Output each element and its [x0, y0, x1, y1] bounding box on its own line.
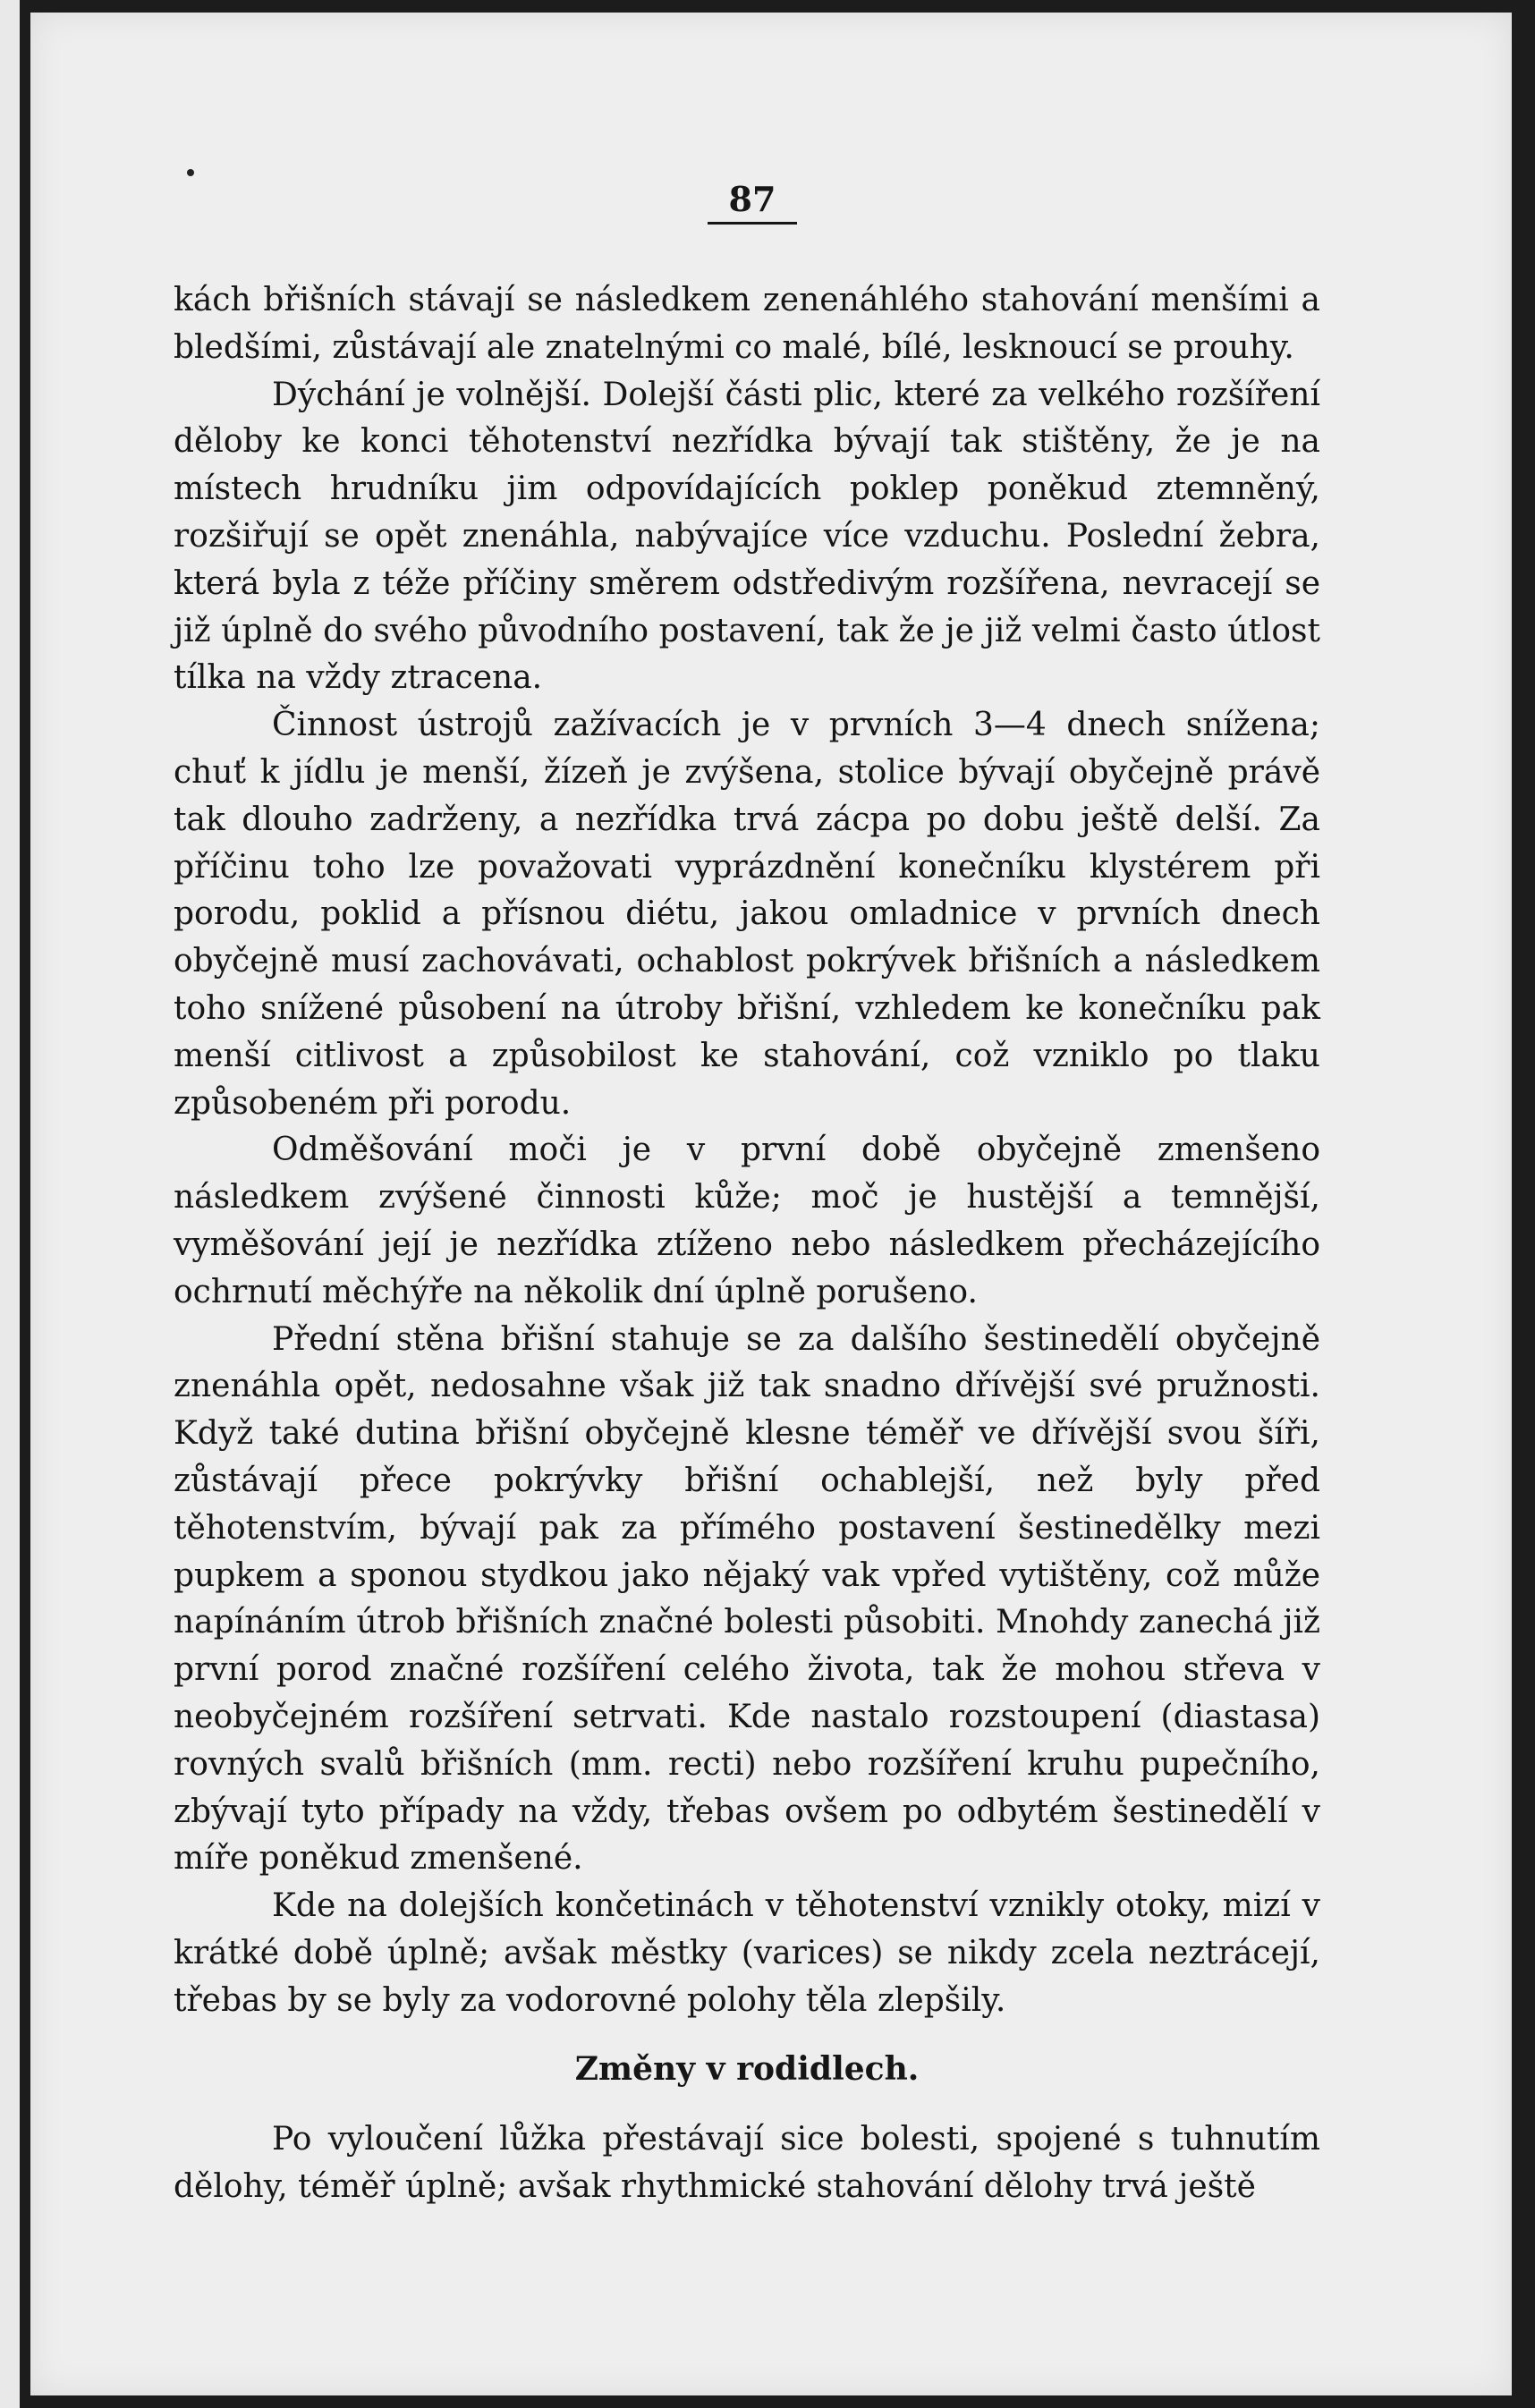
paragraph-abdominal-wall: Přední stěna břišní stahuje se za dalšího šestinedělí obyčejně znenáhla opět, nedosahne však již tak snadno dřívější své pružnosti. Když také dutina břišní obyčejně klesne téměř ve dřívější svou šíři, zůstávají přece pokrývky břišní ochablejší, než byly před těhotenstvím, bývají pak za přímého postavení šestinedělky mezi pupkem a sponou stydkou jako nějaký vak vpřed vytištěny, což může napínáním útrob břišních značné bolesti působiti. Mnohdy zanechá již první porod značné rozšíření celého života, tak že mohou střeva v neobyčejném rozšíření setrvati. Kde nastalo rozstoupení (diastasa) rovných svalů břišních (mm. recti) nebo rozšíření kruhu pupečního, zbývají tyto případy na vždy, třebas ovšem po odbytém šestinedělí v míře poněkud zmenšené. — [174, 1320, 1320, 1878]
adjacent-page-edge — [0, 0, 20, 2408]
paragraph-urine: Odměšování moči je v první době obyčejně zmenšeno následkem zvýšené činnosti kůže; moč je hustější a temnější, vyměšování její je nezřídka ztíženo nebo následkem přecházejícího ochrnutí měchýře na několik dní úplně porušeno. — [174, 1132, 1320, 1310]
book-page — [30, 13, 1512, 2395]
ink-speck — [187, 169, 194, 176]
paragraph-digestion: Činnost ústrojů zažívacích je v prvních 3—4 dnech snížena; chuť k jídlu je menší, žízeň je zvýšena, stolice bývají obyčejně právě tak dlouho zadrženy, a nezřídka trvá zácpa po dobu ještě delší. Za příčinu toho lze považovati vyprázdnění konečníku klystérem při porodu, poklid a přísnou diétu, jakou omladnice v prvních dnech obyčejně musí zachovávati, ochablost pokrývek břišních a následkem toho snížené působení na útroby břišní, vzhledem ke konečníku pak menší citlivost a způsobilost ke stahování, což vzniklo po tlaku způsobeném při porodu. — [174, 707, 1320, 1122]
section-title: Změny v rodidlech. — [574, 2050, 920, 2089]
paragraph-breathing: Dýchání je volnější. Dolejší části plic, které za velkého rozšíření děloby ke konci těhotenství nezřídka bývají tak stištěny, že je na místech hrudníku jim odpovídajících poklep poněkud ztemněný, rozšiřují se opět znenáhla, nabývajíce více vzduchu. Poslední žebra, která byla z téže příčiny směrem odstředivým rozšířena, nevracejí se již úplně do svého původního postavení, tak že je již velmi často útlost tílka na vždy ztracena. — [174, 376, 1320, 697]
body-text — [174, 277, 1320, 2211]
paragraph-section-start: Po vyloučení lůžka přestávají sice bolesti, spojené s tuhnutím dělohy, téměř úplně; avšak rhythmické stahování dělohy trvá ještě — [174, 2121, 1320, 2206]
page-number: 87 — [708, 182, 797, 225]
paragraph-edema: Kde na dolejších končetinách v těhotenství vznikly otoky, mizí v krátké době úplně; avšak městky (varices) se nikdy zcela neztrácejí, třebas by se byly za vodorovné polohy těla zlepšily. — [174, 1887, 1320, 2019]
paragraph-continuation: kách břišních stávají se následkem zenenáhlého stahování menšími a bledšími, zůstávají ale znatelnými co malé, bílé, lesknoucí se prouhy. — [174, 282, 1320, 366]
